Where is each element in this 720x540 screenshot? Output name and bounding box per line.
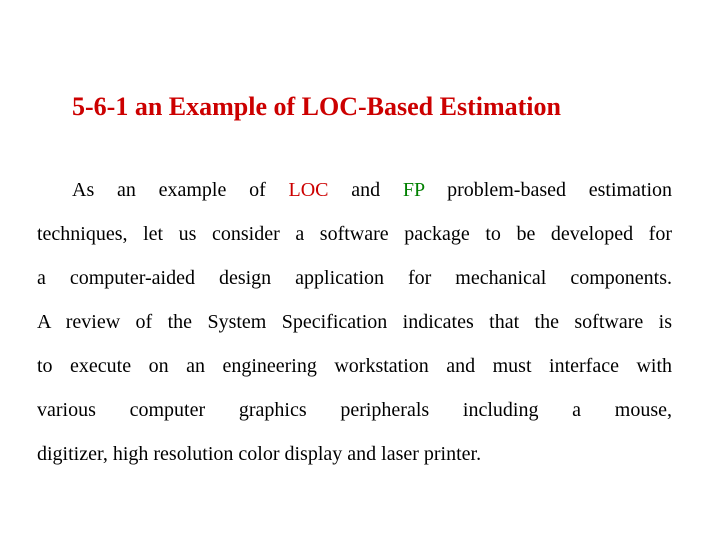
paragraph-line-1 xyxy=(37,168,672,212)
line-1-text-b: and xyxy=(351,179,381,201)
slide-title: 5-6-1 an Example of LOC-Based Estimation xyxy=(72,92,561,121)
line-1-text-a: As an example of xyxy=(72,179,266,201)
paragraph-line-4: A review of the System Specification indicates that the software is xyxy=(37,311,672,333)
paragraph-line-5: to execute on an engineering workstation and must interface with xyxy=(37,355,672,377)
paragraph-line-7: digitizer, high resolution color display and laser printer. xyxy=(37,443,482,465)
paragraph-line-2: techniques, let us consider a software package to be developed for xyxy=(37,223,672,245)
body-paragraph xyxy=(37,168,672,476)
paragraph-line-6: various computer graphics peripherals including a mouse, xyxy=(37,399,672,421)
term-loc: LOC xyxy=(288,179,329,201)
term-fp: FP xyxy=(402,179,425,201)
paragraph-line-3: a computer-aided design application for mechanical components. xyxy=(37,267,672,289)
line-1-text-c: problem-based estimation xyxy=(447,179,673,201)
